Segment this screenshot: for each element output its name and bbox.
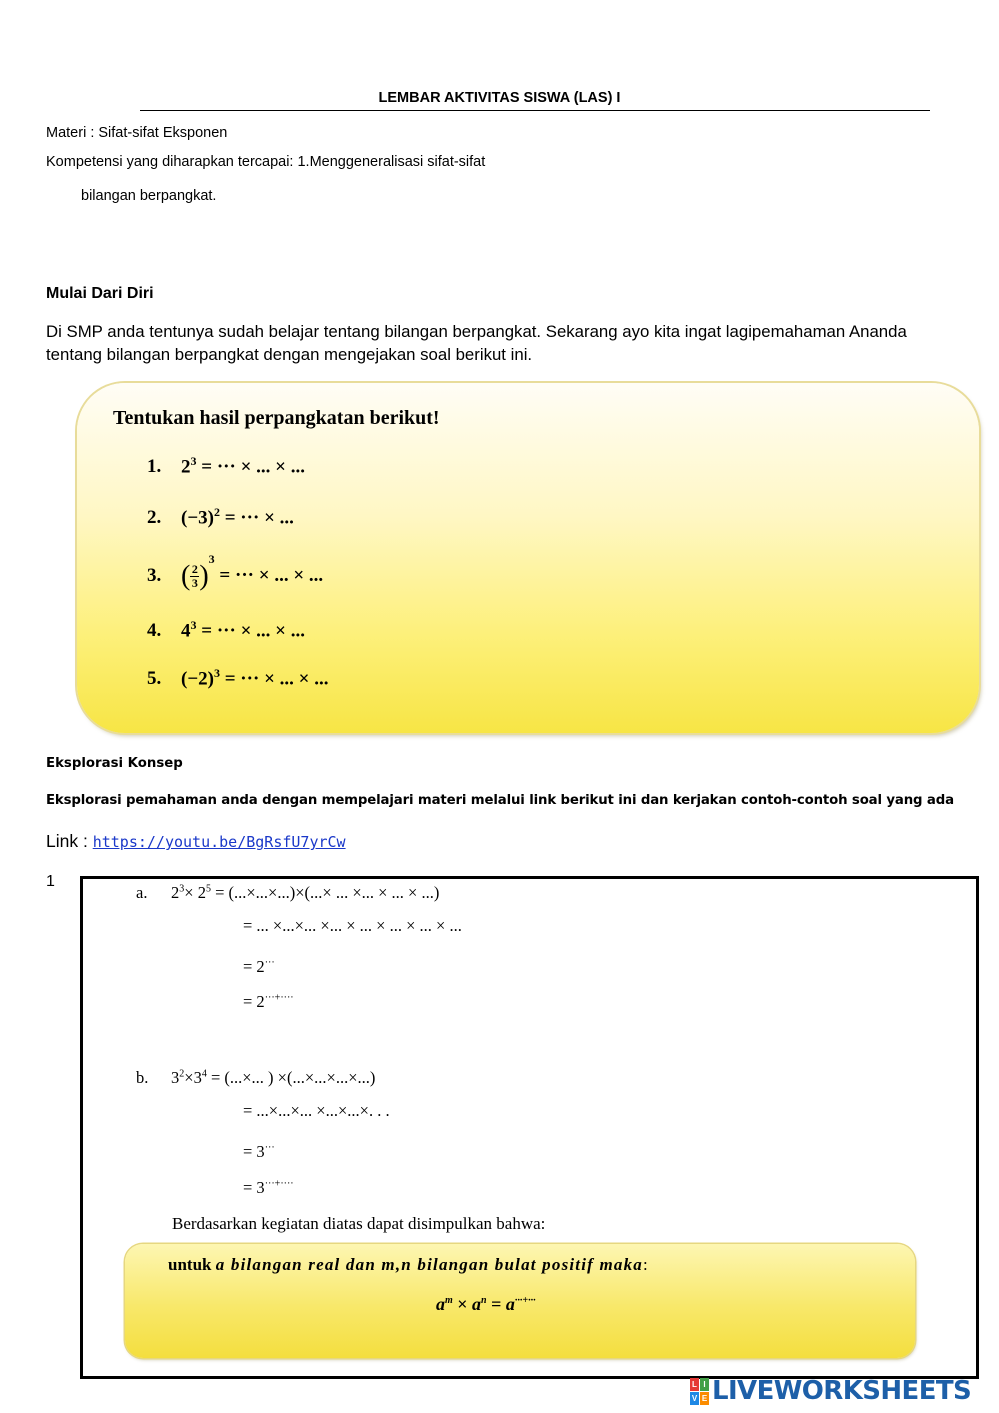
example-b-line-4: [243, 1178, 294, 1198]
problem-rhs: = ··· × ... × ...: [219, 668, 329, 690]
formula-times: ×: [452, 1294, 473, 1314]
times-sign: ×: [184, 1068, 194, 1087]
times-sign: ×: [184, 883, 198, 902]
lhs-base: 3: [193, 1068, 202, 1087]
power-exponent-blank: ···+····: [264, 992, 294, 1004]
section-heading-mulai: Mulai Dari Diri: [46, 285, 154, 302]
exercise-heading: Tentukan hasil perpangkatan berikut!: [113, 407, 440, 429]
power-exponent-blank: ···: [264, 957, 275, 969]
formula-exponent-blank: ···+···: [514, 1295, 536, 1306]
example-b-line-1: [136, 1068, 375, 1088]
example-label: b.: [136, 1068, 149, 1087]
example-a-line-4: [243, 992, 294, 1012]
problem-exponent: 3: [190, 618, 197, 632]
power-base: = 2: [243, 957, 265, 976]
problem-exponent: 3: [190, 454, 197, 468]
formula-equals: =: [486, 1294, 506, 1314]
problem-rhs: = ··· × ...: [219, 507, 294, 529]
example-b-line-3: [243, 1142, 275, 1162]
power-base: = 3: [243, 1142, 265, 1161]
fraction: [190, 563, 199, 590]
kompetensi-line: Kompetensi yang diharapkan tercapai: 1.Menggeneralisasi sifat-sifat: [46, 154, 486, 170]
problem-base: (−3): [181, 507, 214, 529]
title-underline: [140, 110, 930, 111]
rule-condition: a bilangan real dan m,n bilangan bulat positif maka: [215, 1255, 643, 1274]
exponent-rule-formula: [436, 1294, 536, 1315]
lhs-base: 2: [171, 883, 180, 902]
fraction-denominator: 3: [191, 576, 198, 591]
formula-base: a: [472, 1294, 482, 1314]
conclusion-text: Berdasarkan kegiatan diatas dapat disimpulkan bahwa:: [172, 1214, 546, 1233]
problem-rhs: = ··· × ... × ...: [196, 620, 305, 642]
rule-prefix: untuk: [168, 1255, 216, 1274]
problem-exponent: 3: [208, 552, 215, 566]
logo-letter: E: [701, 1393, 708, 1403]
problem-5: [147, 666, 328, 690]
youtube-link[interactable]: https://youtu.be/BgRsfU7yrCw: [92, 833, 346, 851]
kompetensi-line-continued: bilangan berpangkat.: [81, 188, 217, 204]
problem-base: 2: [181, 456, 191, 478]
expansion: = (...×... ) ×(...×...×...×...): [206, 1068, 376, 1087]
link-label: Link :: [46, 831, 93, 851]
power-base: = 2: [243, 992, 265, 1011]
fraction-numerator: 2: [191, 562, 198, 577]
intro-paragraph: Di SMP anda tentunya sudah belajar tentang bilangan berpangkat. Sekarang ayo kita ingat lagipemahaman Ananda tentang bilangan berpangkat dengan mengejakan soal berikut ini.: [46, 322, 907, 364]
problem-number: 4.: [147, 620, 162, 642]
formula-exponent: m: [445, 1295, 453, 1306]
lhs-exponent: 5: [205, 883, 211, 895]
liveworksheets-logo: [690, 1373, 971, 1409]
right-paren: ): [199, 560, 209, 592]
problem-number: 1.: [147, 456, 162, 478]
power-exponent-blank: ···: [264, 1142, 275, 1154]
problem-4: [147, 618, 305, 642]
problem-2: [147, 505, 294, 529]
section-heading-eksplorasi: Eksplorasi Konsep: [46, 756, 183, 771]
problem-rhs: = ··· × ... × ...: [196, 456, 305, 478]
logo-letter: L: [690, 1378, 699, 1391]
problem-base: 4: [181, 620, 191, 642]
formula-base: a: [436, 1294, 445, 1314]
problem-1: [147, 454, 305, 478]
formula-base: a: [505, 1294, 515, 1314]
lhs-exponent: 2: [179, 1068, 185, 1080]
link-row: [46, 831, 346, 852]
problem-exponent: 2: [213, 505, 220, 519]
lhs-exponent: 3: [179, 883, 185, 895]
logo-mark-icon: [690, 1378, 709, 1405]
formula-exponent: n: [481, 1295, 487, 1306]
lhs-exponent: 4: [201, 1068, 207, 1080]
problem-exponent: 3: [213, 666, 220, 680]
problem-rhs: = ··· × ... × ...: [214, 565, 324, 586]
example-a-line-2: = ... ×...×... ×... × ... × ... × ... × ...: [243, 916, 462, 935]
problem-number: 3.: [147, 565, 162, 586]
left-paren: (: [181, 560, 191, 592]
worksheet-title: LEMBAR AKTIVITAS SISWA (LAS) I: [378, 90, 621, 106]
problem-number: 2.: [147, 507, 162, 529]
rule-colon: :: [642, 1255, 648, 1274]
materi-line: Materi : Sifat-sifat Eksponen: [46, 125, 228, 141]
logo-letter: V: [691, 1393, 698, 1403]
eksplorasi-instruction: Eksplorasi pemahaman anda dengan mempelajari materi melalui link berikut ini dan kerjakan contoh-contoh soal yang ada: [46, 793, 954, 808]
power-base: = 3: [243, 1178, 265, 1197]
lhs-base: 3: [171, 1068, 180, 1087]
problem-base: (−2): [181, 668, 214, 690]
logo-letter: I: [700, 1378, 709, 1391]
example-label: a.: [136, 883, 148, 902]
example-a-line-3: [243, 957, 275, 977]
problem-3: [147, 552, 323, 593]
lhs-base: 2: [197, 883, 206, 902]
problem-number: 5.: [147, 668, 162, 690]
logo-wordmark: LIVEWORKSHEETS: [712, 1376, 972, 1406]
example-b-line-2: = ...×...×... ×...×...×. . .: [243, 1101, 390, 1120]
power-exponent-blank: ···+····: [264, 1178, 294, 1190]
example-a-line-1: [136, 883, 439, 903]
item-number: 1: [46, 873, 55, 890]
expansion: = (...×...×...)×(...× ... ×... × ... × ...): [210, 883, 440, 902]
rule-statement: [168, 1255, 648, 1275]
